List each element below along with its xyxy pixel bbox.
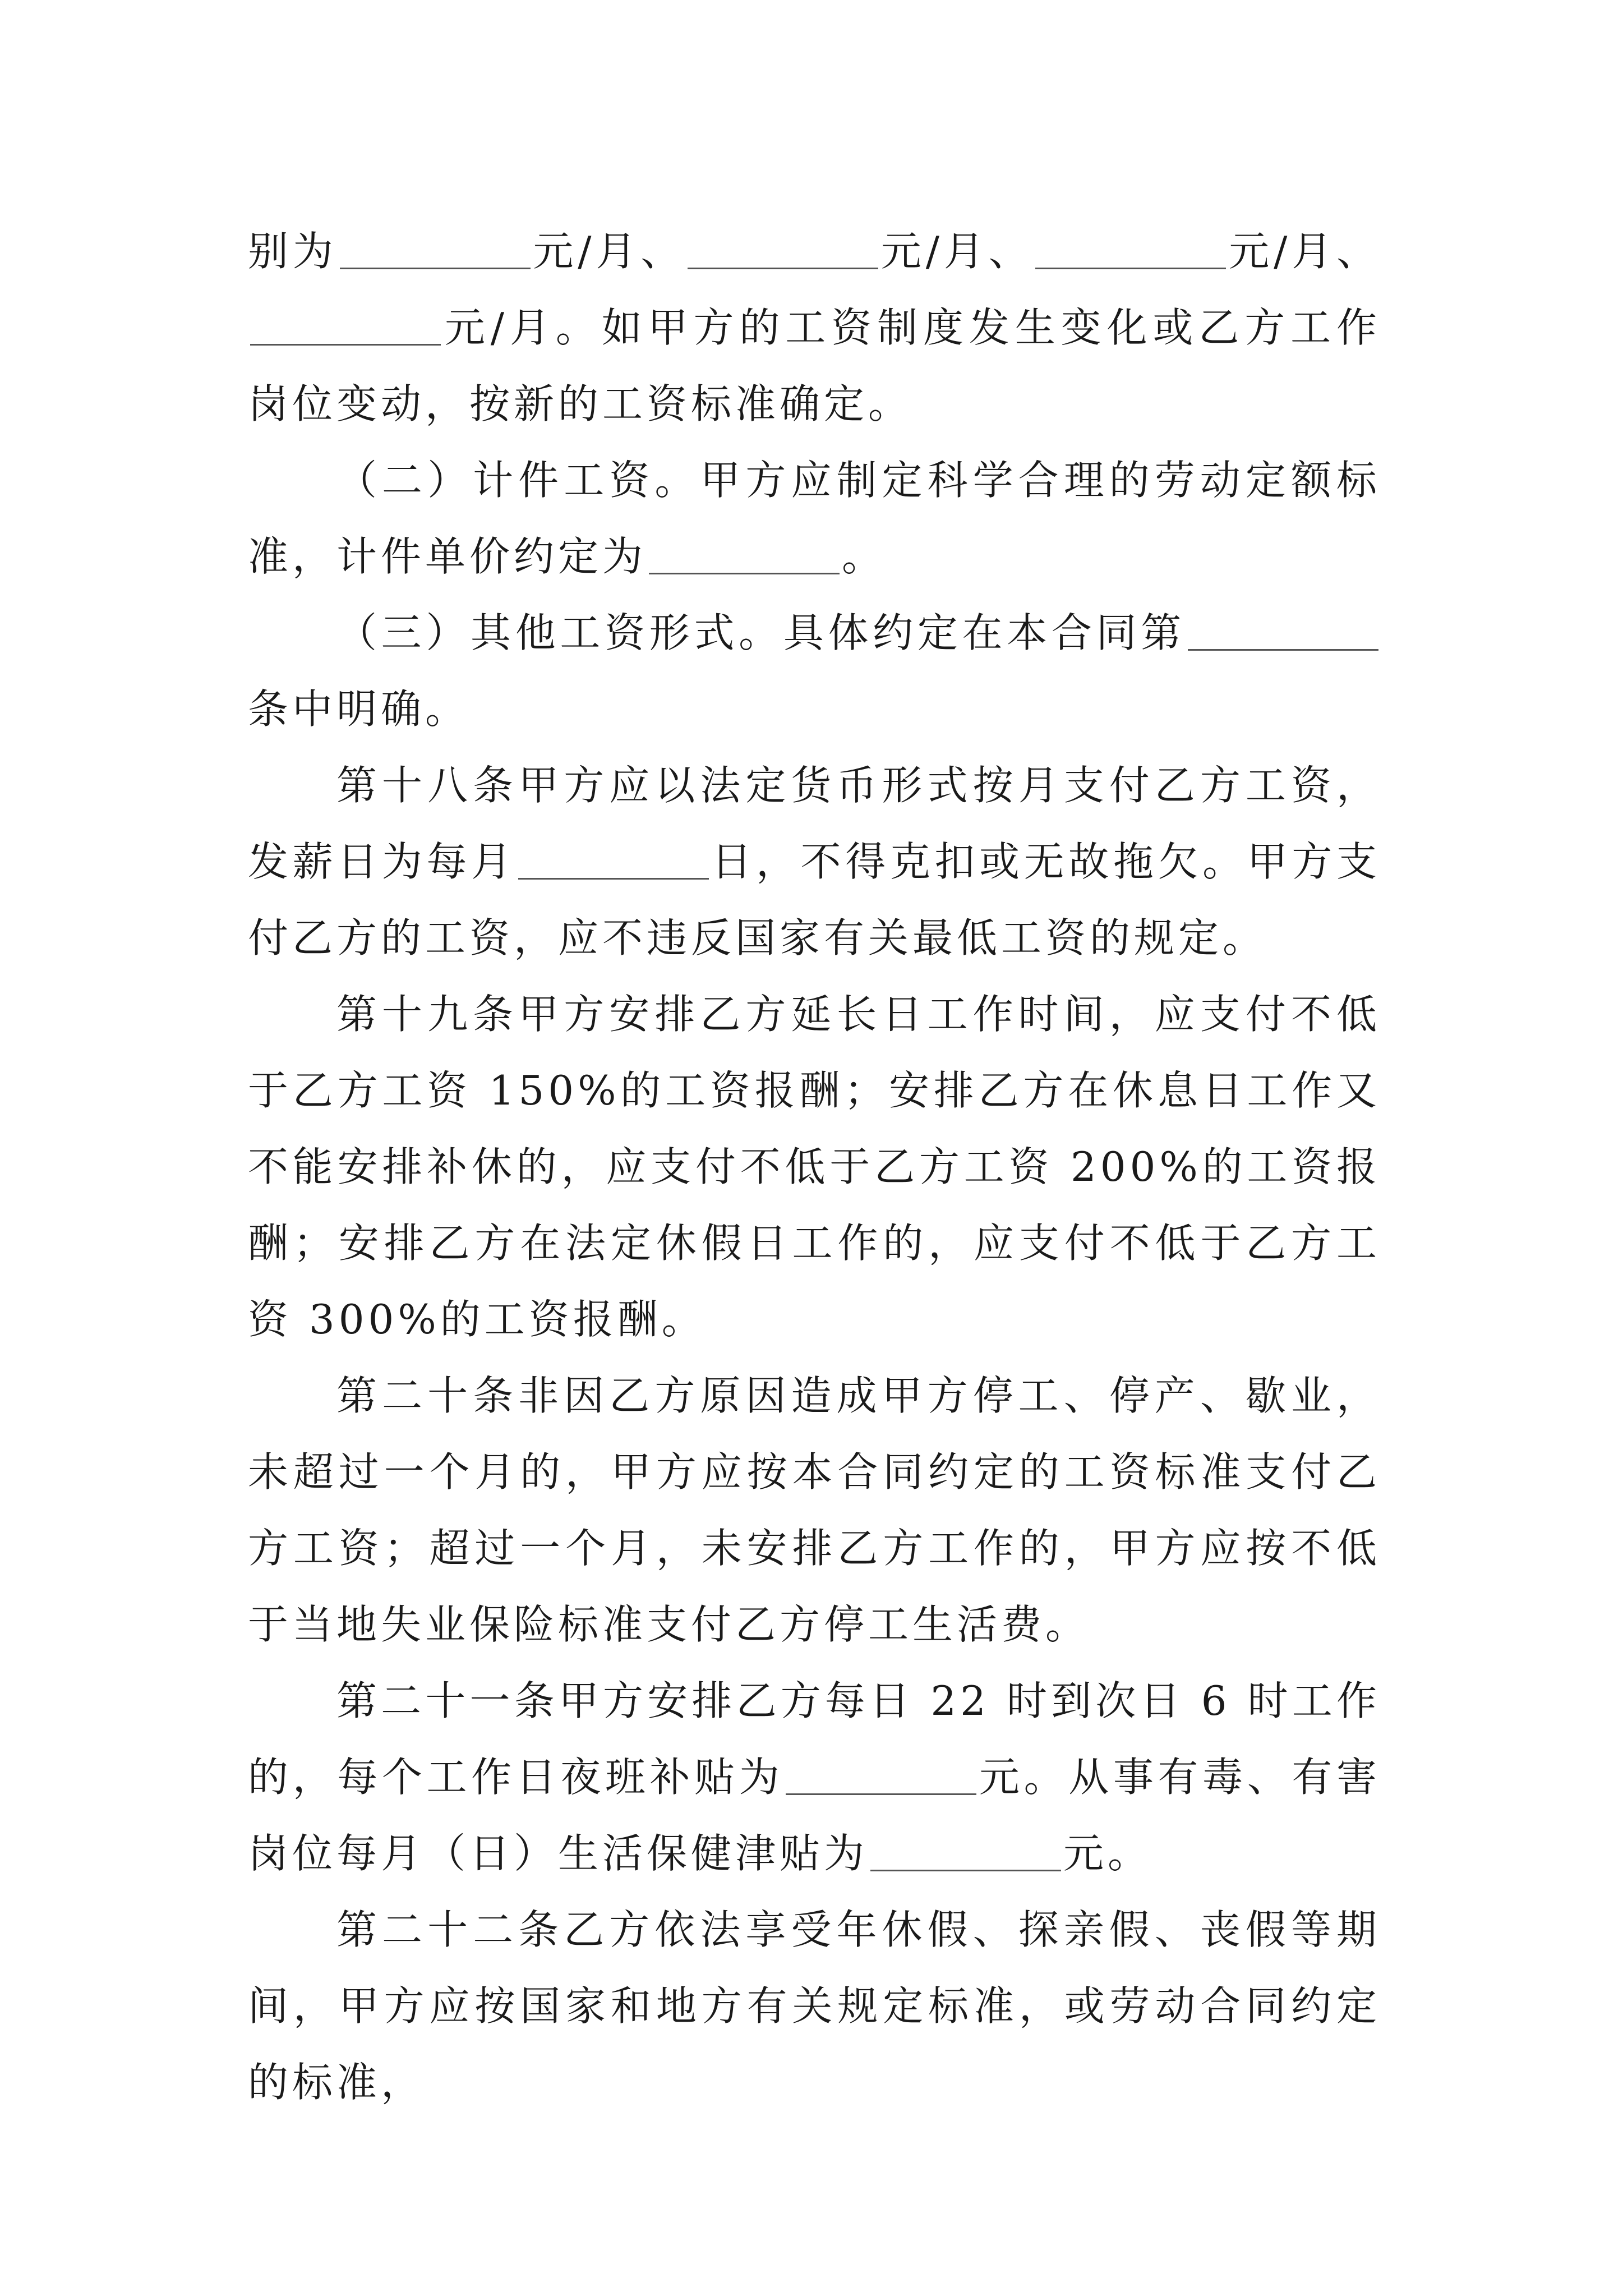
text-segment: 第二十二条乙方依法享受年休假、探亲假、丧假等期间，甲方应按国家和地方有关规定标准，或劳动合同约定的标准， [248,1906,1381,2106]
text-segment: 第十八条甲方应以法定货币形式按月支付乙方工资，发薪日为每月 [248,762,1381,885]
text-segment: （二）计件工资。甲方应制定科学合理的劳动定额标准，计件单价约定为 [248,457,1381,580]
paragraph-article-20 [248,1358,1381,1663]
text-segment: 元/月。如甲方的工资制度发生变化或乙方工作岗位变动，按新的工资标准确定。 [248,304,1381,427]
text-segment: 。 [842,533,887,580]
text-segment: 元。从事有毒、有害岗位每月（日）生活保健津贴为 [248,1754,1381,1877]
text-segment: 条中明确。 [248,685,470,733]
paragraph-piece-rate [248,442,1381,595]
text-segment: 第十九条甲方安排乙方延长日工作时间，应支付不低于乙方工资 150%的工资报酬；安排乙方在休息日工作又不能安排补休的，应支付不低于乙方工资 200%的工资报酬；安排乙方在法定休假日工作的，应支付不低于乙方工资 300%的工资报酬。 [248,991,1381,1343]
text-segment: 第二十条非因乙方原因造成甲方停工、停产、歇业，未超过一个月的，甲方应按本合同约定的工资标准支付乙方工资；超过一个月，未安排乙方工作的，甲方应按不低于当地失业保险标准支付乙方停工生活费。 [248,1372,1381,1648]
text-segment: 第二十一条甲方安排乙方每日 22 时到次日 6 时工作的，每个工作日夜班补贴为 [248,1677,1381,1801]
text-segment: 元/月、 [1228,228,1381,275]
text-segment: 元。 [1063,1830,1152,1877]
fill-blank-wage-3[interactable] [1035,227,1226,269]
fill-blank-wage-4[interactable] [250,303,441,346]
fill-blank-piece-price[interactable] [649,532,840,574]
fill-blank-wage-2[interactable] [688,227,878,269]
text-segment: 日，不得克扣或无故拖欠。甲方支付乙方的工资，应不违反国家有关最低工资的规定。 [248,838,1381,961]
paragraph-article-19 [248,976,1381,1358]
fill-blank-health-allowance[interactable] [870,1829,1061,1871]
paragraph-article-21 [248,1663,1381,1892]
fill-blank-payday[interactable] [518,838,709,880]
fill-blank-night-allowance[interactable] [786,1753,976,1795]
paragraph-article-22 [248,1892,1381,2120]
text-segment: 元/月、 [880,228,1034,275]
paragraph-wage-levels [248,213,1381,442]
fill-blank-wage-1[interactable] [340,227,531,269]
contract-body [248,213,1381,2120]
paragraph-article-18 [248,747,1381,976]
text-segment: （三）其他工资形式。具体约定在本合同第 [336,609,1186,656]
fill-blank-article-number[interactable] [1188,609,1378,651]
text-segment: 别为 [248,228,338,275]
paragraph-other-wage [248,595,1381,747]
text-segment: 元/月、 [532,228,686,275]
